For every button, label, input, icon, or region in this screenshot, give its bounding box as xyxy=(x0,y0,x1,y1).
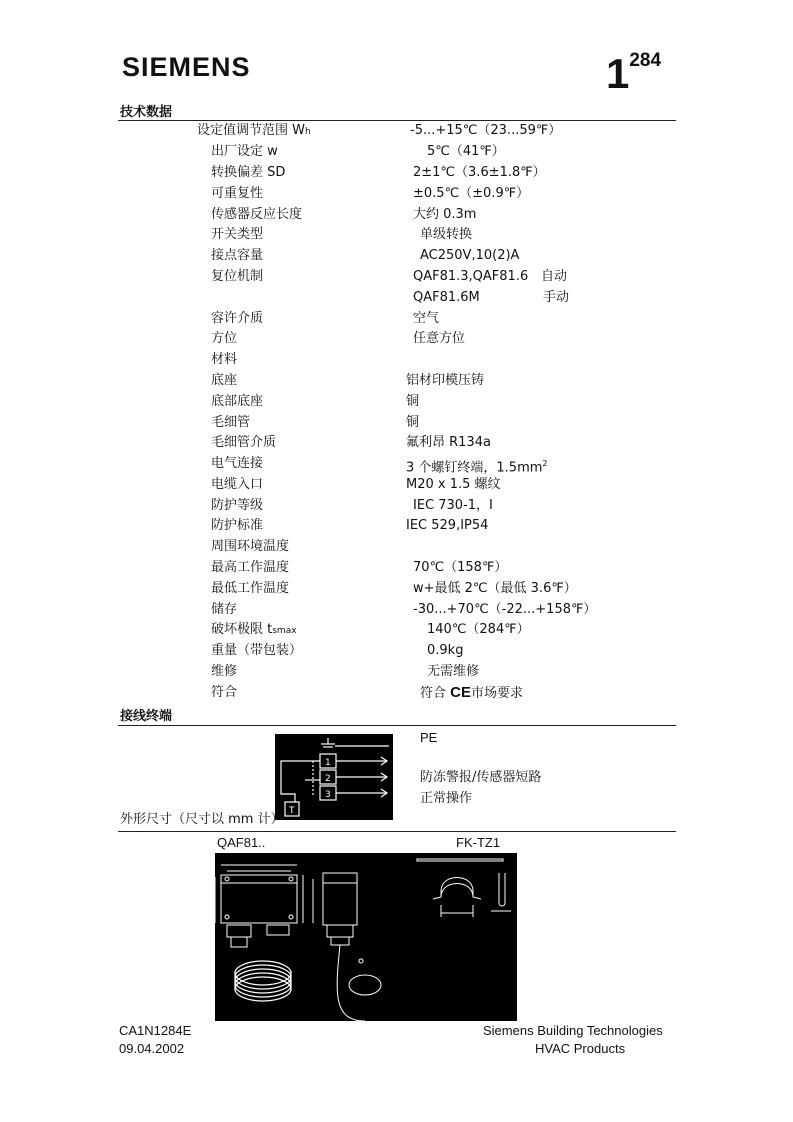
spec-value: 空气 xyxy=(413,311,440,326)
doc-number-sup: 284 xyxy=(629,50,662,71)
footer-company: Siemens Building Technologies xyxy=(483,1023,663,1038)
spec-value: 大约 0.3m xyxy=(413,207,477,222)
spec-label: 防护等级 xyxy=(211,498,264,513)
spec-value: 3 个螺钉终端，$1.5mm^2$ xyxy=(406,459,548,476)
spec-label: 毛细管介质 xyxy=(211,435,277,450)
divider xyxy=(118,725,676,726)
spec-label: 转换偏差 SD xyxy=(211,165,286,180)
spec-value: 无需维修 xyxy=(427,664,480,679)
spec-label: 维修 xyxy=(211,664,238,679)
spec-label: 传感器反应长度 xyxy=(211,207,303,222)
spec-label: 电缆入口 xyxy=(211,477,264,492)
spec-label: 底部底座 xyxy=(211,394,264,409)
spec-value: 氟利昂 R134a xyxy=(406,435,491,450)
footer-doc-code: CA1N1284E xyxy=(119,1023,192,1038)
spec-value: AC250V,10(2)A xyxy=(420,248,520,263)
spec-value: QAF81.6M xyxy=(413,290,480,305)
spec-label: 防护标准 xyxy=(211,518,264,533)
dimension-label-qaf81: QAF81.. xyxy=(217,835,266,850)
sensor-label: T xyxy=(289,806,295,816)
section-title-wiring: 接线终端 xyxy=(120,709,173,724)
spec-value: -30...+70℃（-22...+158℉） xyxy=(413,602,597,617)
spec-label: 可重复性 xyxy=(211,186,264,201)
spec-label: 容许介质 xyxy=(211,311,264,326)
spec-value: 140℃（284℉） xyxy=(427,622,530,637)
spec-value: 铝材印模压铸 xyxy=(406,373,485,388)
spec-label: 接点容量 xyxy=(211,248,264,263)
wiring-pe-label: PE xyxy=(420,730,438,745)
terminal-label: 1 xyxy=(325,758,331,768)
dimension-drawing xyxy=(215,853,517,1021)
spec-value: -5...+15℃（23...59℉） xyxy=(410,123,562,138)
spec-label: 毛细管 xyxy=(211,415,251,430)
spec-label: 电气连接 xyxy=(211,456,264,471)
dimension-label-fktz1: FK-TZ1 xyxy=(456,835,501,850)
spec-value: w+最低 2℃（最低 3.6℉） xyxy=(413,581,577,596)
terminal-label: 2 xyxy=(325,774,331,784)
spec-value-reset-mode: 自动 xyxy=(541,269,568,284)
spec-value: 70℃（158℉） xyxy=(413,560,508,575)
spec-value: 铜 xyxy=(406,394,420,409)
spec-value: 5℃（41℉） xyxy=(427,144,505,159)
spec-label: 最低工作温度 xyxy=(211,581,290,596)
siemens-logo: SIEMENS xyxy=(122,52,251,82)
section-title-dimensions: 外形尺寸（尺寸以 mm 计） xyxy=(120,812,284,827)
spec-value: 符合 CE市场要求 xyxy=(420,684,524,701)
spec-label: 破坏极限 tsmax xyxy=(211,622,297,637)
spec-value: 0.9kg xyxy=(427,643,464,658)
spec-label: 设定值调节范围 Wh xyxy=(197,123,311,138)
spec-value: ±0.5℃（±0.9℉） xyxy=(413,186,530,201)
spec-value: M20 x 1.5 螺纹 xyxy=(406,477,501,492)
spec-label: 材料 xyxy=(211,352,238,367)
wiring-normal-label: 正常操作 xyxy=(420,791,473,806)
spec-label: 开关类型 xyxy=(211,227,264,242)
footer-date: 09.04.2002 xyxy=(119,1041,185,1056)
spec-label: 符合 xyxy=(211,685,238,700)
spec-label: 最高工作温度 xyxy=(211,560,290,575)
spec-value: 铜 xyxy=(406,415,420,430)
divider xyxy=(118,831,676,832)
spec-value: IEC 730-1，I xyxy=(413,498,493,513)
spec-label: 周围环境温度 xyxy=(211,539,290,554)
spec-value: IEC 529,IP54 xyxy=(406,518,489,533)
spec-value: 单级转换 xyxy=(420,227,473,242)
doc-number-main: 1 xyxy=(606,50,630,97)
section-title-tech-data: 技术数据 xyxy=(120,105,173,120)
spec-label: 储存 xyxy=(211,602,238,617)
spec-label: 重量（带包装） xyxy=(211,643,303,658)
spec-label: 方位 xyxy=(211,331,238,346)
spec-label: 出厂设定 w xyxy=(211,144,278,159)
terminal-label: 3 xyxy=(325,790,331,800)
spec-label: 底座 xyxy=(211,373,238,388)
footer-division: HVAC Products xyxy=(535,1041,626,1056)
wiring-diagram xyxy=(275,734,393,820)
ce-mark-icon: CE xyxy=(450,684,471,701)
spec-label: 复位机制 xyxy=(211,269,264,284)
document-number xyxy=(606,50,661,98)
wiring-alarm-label: 防冻警报/传感器短路 xyxy=(420,770,542,785)
spec-value: QAF81.3,QAF81.6 xyxy=(413,269,529,284)
spec-value: 任意方位 xyxy=(413,331,466,346)
spec-value: 2±1℃（3.6±1.8℉） xyxy=(413,165,546,180)
spec-value-reset-mode: 手动 xyxy=(543,290,570,305)
